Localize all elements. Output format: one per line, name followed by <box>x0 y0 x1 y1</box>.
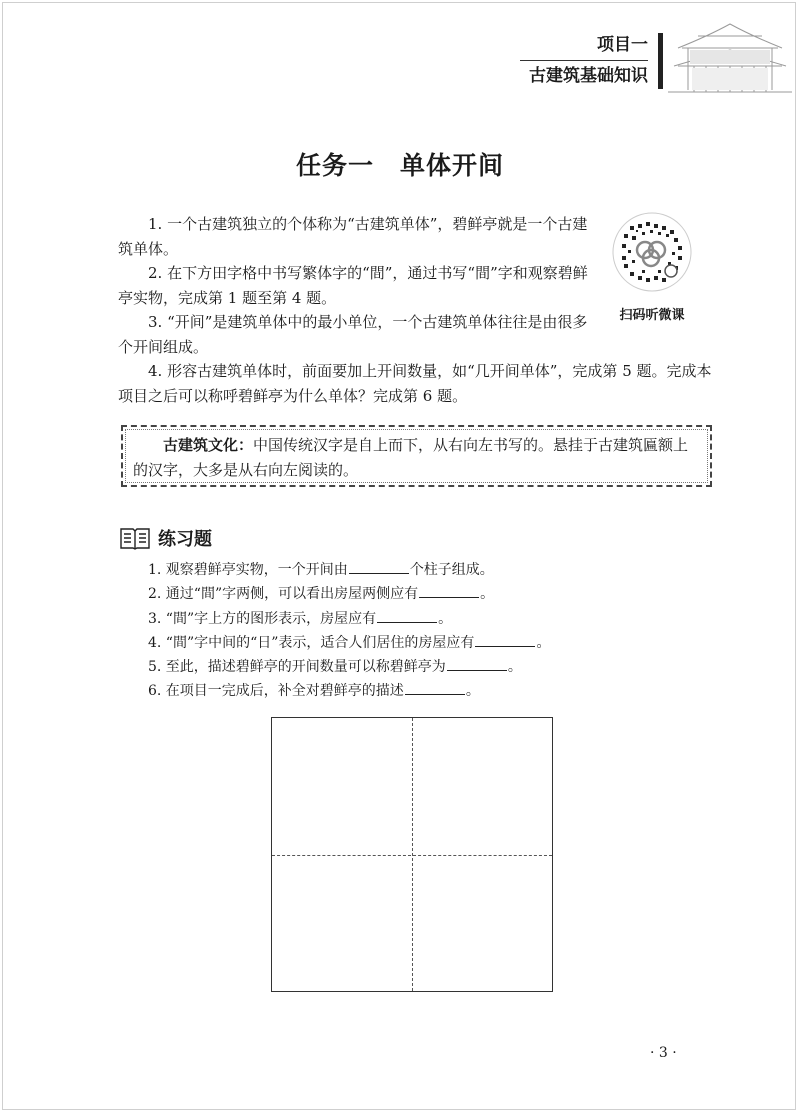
culture-note <box>133 433 700 483</box>
question-6: 6. 在项目一完成后，补全对碧鲜亭的描述 。 <box>148 679 550 703</box>
intro-item-3: 3. “开间”是建筑单体中的最小单位，一个古建筑单体往往是由很多个开间组成。 <box>118 313 588 356</box>
answer-blank-3[interactable] <box>377 607 437 623</box>
qr-block <box>612 212 692 323</box>
qr-code-icon[interactable] <box>612 212 692 292</box>
question-5: 5. 至此，描述碧鲜亭的开间数量可以称碧鲜亭为 。 <box>148 655 550 679</box>
answer-blank-4[interactable] <box>475 631 535 647</box>
answer-blank-2[interactable] <box>419 582 479 598</box>
grid-horizontal-guide <box>272 855 552 856</box>
qr-caption: 扫码听微课 <box>619 308 685 323</box>
question-3: 3. “間”字上方的图形表示，房屋应有 。 <box>148 607 550 631</box>
answer-blank-5[interactable] <box>447 655 507 671</box>
running-header <box>520 33 648 88</box>
intro-item-2: 2. 在下方田字格中书写繁体字的“間”，通过书写“間”字和观察碧鲜亭实物，完成第 1 题至第 4 题。 <box>118 264 588 307</box>
header-project: 项目一 <box>597 35 648 55</box>
culture-note-text: 中国传统汉字是自上而下，从右向左书写的。悬挂于古建筑匾额上的汉字，大多是从右向左阅读的。 <box>133 436 689 479</box>
intro-item-4: 4. 形容古建筑单体时，前面要加上开间数量，如“几开间单体”，完成第 5 题。完成本项目之后可以称呼碧鲜亭为什么单体？完成第 6 题。 <box>118 362 712 405</box>
open-book-icon <box>120 526 150 550</box>
exercises-heading <box>120 525 212 551</box>
answer-blank-1[interactable] <box>349 558 409 574</box>
writing-grid[interactable] <box>271 717 553 992</box>
question-2: 2. 通过“間”字两侧，可以看出房屋两侧应有 。 <box>148 582 550 606</box>
answer-blank-6[interactable] <box>405 679 465 695</box>
header-bar <box>658 33 663 89</box>
exercises-title: 练习题 <box>158 529 212 550</box>
task-title: 任务一 单体开间 <box>295 151 504 180</box>
question-4: 4. “間”字中间的“日”表示，适合人们居住的房屋应有 。 <box>148 631 550 655</box>
palace-illustration <box>668 14 792 94</box>
question-1: 1. 观察碧鲜亭实物，一个开间由 个柱子组成。 <box>148 558 550 582</box>
page-number: · 3 · <box>650 1045 677 1061</box>
intro-item-1: 1. 一个古建筑独立的个体称为“古建筑单体”，碧鲜亭就是一个古建筑单体。 <box>118 215 588 258</box>
question-list <box>148 558 550 704</box>
header-divider <box>520 60 648 61</box>
culture-note-title: 古建筑文化： <box>163 436 254 454</box>
header-chapter: 古建筑基础知识 <box>529 66 648 86</box>
culture-note-box <box>121 425 712 487</box>
